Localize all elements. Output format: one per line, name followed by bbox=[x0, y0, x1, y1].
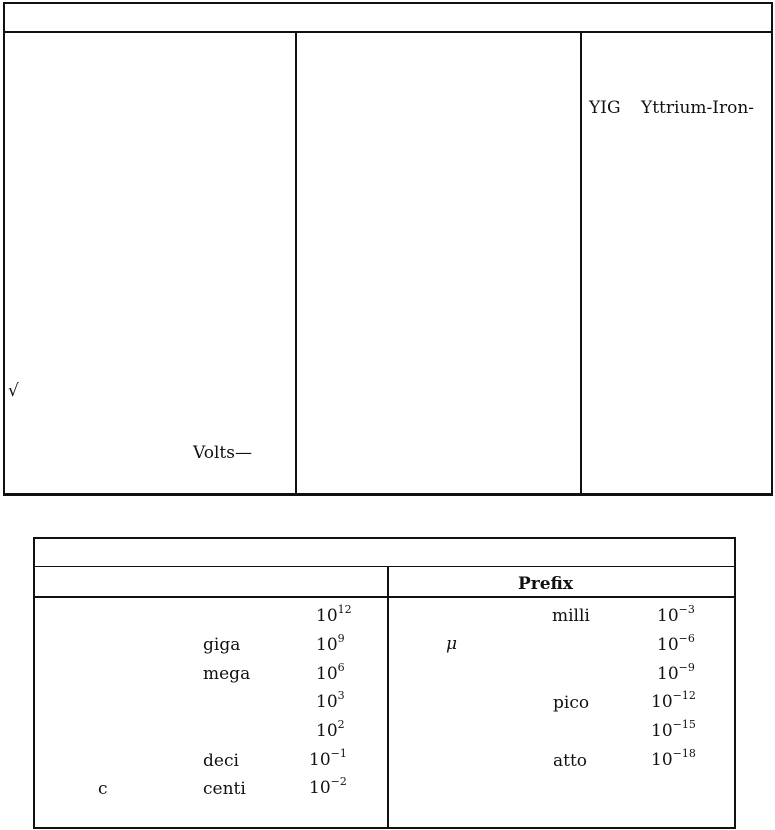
power-10-minus-3: $10^{-3}$ bbox=[657, 603, 695, 626]
prefix-name-giga: giga bbox=[203, 635, 241, 655]
abbr-yig-definition: Yttrium-Iron- bbox=[641, 98, 755, 118]
prefix-name-atto: atto bbox=[553, 751, 588, 771]
prefix-header-rule-2 bbox=[33, 596, 736, 598]
prefix-name-deci: deci bbox=[203, 751, 239, 771]
power-10-minus-6: $10^{-6}$ bbox=[657, 632, 695, 655]
power-10-minus-18: $10^{-18}$ bbox=[651, 747, 696, 770]
power-10-minus-15: $10^{-15}$ bbox=[651, 718, 696, 741]
prefix-table-border-top bbox=[33, 537, 736, 539]
prefix-name-milli: milli bbox=[552, 606, 590, 626]
power-10-3: $10^3$ bbox=[316, 689, 345, 712]
power-10-minus-9: $10^{-9}$ bbox=[657, 661, 695, 684]
power-10-2: $10^2$ bbox=[316, 718, 345, 741]
prefix-name-pico: pico bbox=[553, 693, 590, 713]
column-divider-2 bbox=[580, 31, 582, 496]
table-border-right bbox=[771, 2, 773, 496]
prefix-header-rule-1 bbox=[33, 566, 736, 567]
volts-entry: Volts— bbox=[193, 443, 252, 463]
power-10-6: $10^6$ bbox=[316, 661, 345, 684]
power-10-9: $10^9$ bbox=[316, 632, 345, 655]
header-rule bbox=[3, 31, 773, 33]
power-10-12: $10^{12}$ bbox=[316, 603, 352, 626]
prefix-table-border-right bbox=[734, 537, 736, 829]
table-border-left bbox=[3, 2, 5, 496]
prefix-table-border-left bbox=[33, 537, 35, 829]
prefix-symbol-centi: c bbox=[98, 779, 108, 799]
prefix-name-mega: mega bbox=[203, 664, 251, 684]
prefix-name-centi: centi bbox=[203, 779, 246, 799]
prefix-table-border-bottom bbox=[33, 827, 736, 829]
prefix-column-divider bbox=[387, 566, 389, 829]
prefix-symbol-micro: μ bbox=[446, 634, 458, 654]
column-divider-1 bbox=[295, 31, 297, 496]
power-10-minus-1: $10^{-1}$ bbox=[309, 747, 347, 770]
table-border-top bbox=[3, 2, 773, 4]
power-10-minus-12: $10^{-12}$ bbox=[651, 689, 696, 712]
abbr-yig: YIG bbox=[589, 98, 621, 118]
table-border-bottom bbox=[3, 493, 773, 496]
power-10-minus-2: $10^{-2}$ bbox=[309, 775, 347, 798]
symbol-root: √ bbox=[8, 381, 19, 401]
prefix-header: Prefix bbox=[518, 574, 574, 594]
